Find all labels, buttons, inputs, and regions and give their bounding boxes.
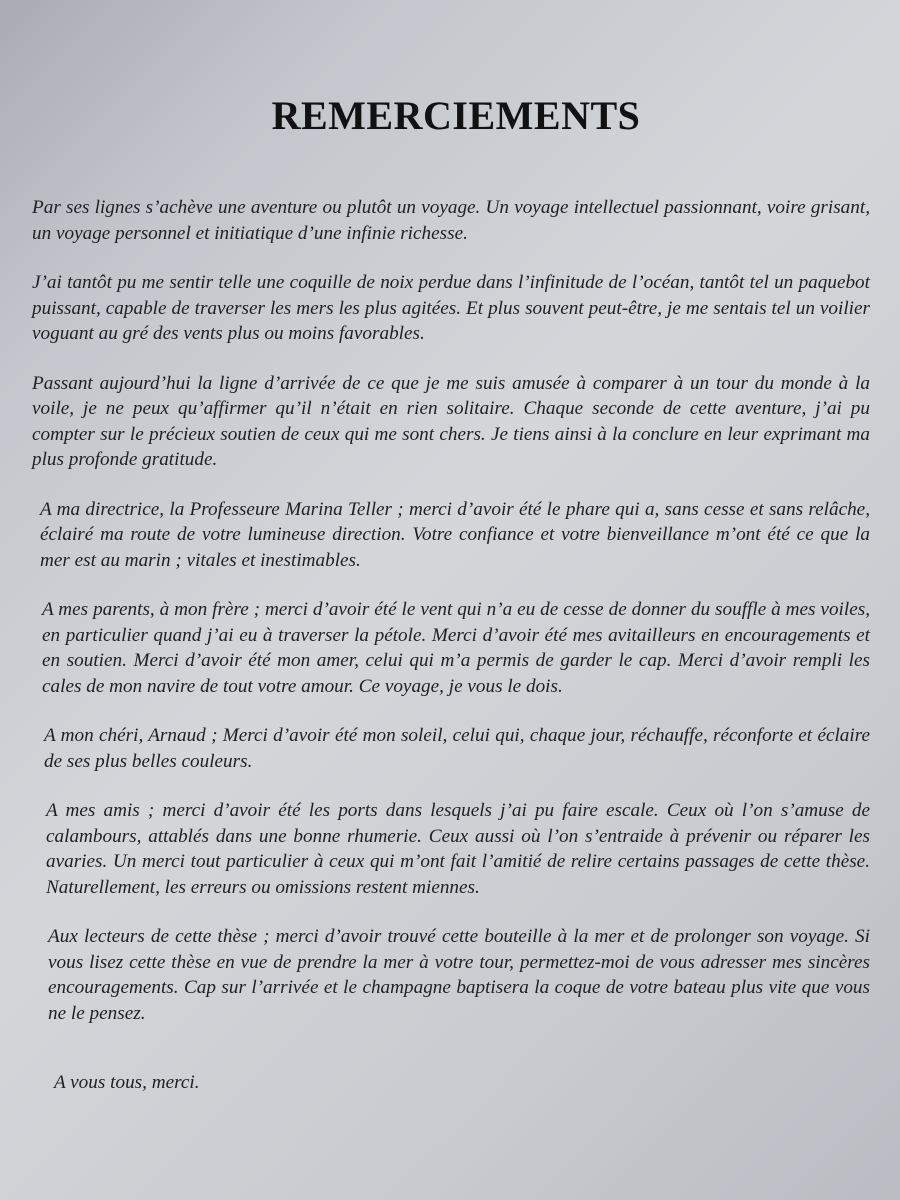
page-title: REMERCIEMENTS [271,93,641,138]
paragraph-readers: Aux lecteurs de cette thèse ; merci d’avoir trouvé cette bouteille à la mer et de prolonger son voyage. Si vous lisez cette thèse en vue de prendre la mer à votre tour, permettez-moi de vous adresser mes sincères encouragements. Cap sur l’arrivée et le champagne baptisera la coque de votre bateau plus vite que vous ne le pensez. [48,926,870,1024]
paragraph-arrival: Passant aujourd’hui la ligne d’arrivée de ce que je me suis amusée à comparer à un tour du monde à la voile, je ne peux qu’affirmer qu’il n’était en rien solitaire. Chaque seconde de cette aventure, j’ai pu compter sur le précieux soutien de ceux qui me sont chers. Je tiens ainsi à la conclure en leur exprimant ma plus profonde gratitude. [32,372,870,470]
paragraph-feelings: J’ai tantôt pu me sentir telle une coquille de noix perdue dans l’infinitude de l’océan, tantôt tel un paquebot puissant, capable de traverser les mers les plus agitées. Et plus souvent peut-être, je me sentais tel un voilier voguant au gré des vents plus ou moins favorables. [32,272,870,344]
closing-line: A vous tous, merci. [54,1072,200,1093]
paragraph-parents: A mes parents, à mon frère ; merci d’avoir été le vent qui n’a eu de cesse de donner du souffle à mes voiles, en particulier quand j’ai eu à traverser la pétole. Merci d’avoir été mes avitailleurs en encouragements et en soutien. Merci d’avoir été mon amer, celui qui m’a permis de garder le cap. Merci d’avoir rempli les cales de mon navire de tout votre amour. Ce voyage, je vous le dois. [42,599,870,697]
paragraph-partner: A mon chéri, Arnaud ; Merci d’avoir été mon soleil, celui qui, chaque jour, réchauffe, réconforte et éclaire de ses plus belles couleurs. [44,725,870,772]
paragraph-friends: A mes amis ; merci d’avoir été les ports dans lesquels j’ai pu faire escale. Ceux où l’on s’amuse de calambours, attablés dans une bonne rhumerie. Ceux aussi où l’on s’entraide à prévenir ou réparer les avaries. Un merci tout particulier à ceux qui m’ont fait l’amitié de relire certains passages de cette thèse. Naturellement, les erreurs ou omissions restent miennes. [46,800,870,898]
paragraph-director: A ma directrice, la Professeure Marina Teller ; merci d’avoir été le phare qui a, sans cesse et sans relâche, éclairé ma route de votre lumineuse direction. Votre confiance et votre bienveillance m’ont été ce que la mer est au marin ; vitales et inestimables. [40,498,870,571]
paragraph-intro: Par ses lignes s’achève une aventure ou plutôt un voyage. Un voyage intellectuel passionnant, voire grisant, un voyage personnel et initiatique d’une infinie richesse. [32,197,870,244]
